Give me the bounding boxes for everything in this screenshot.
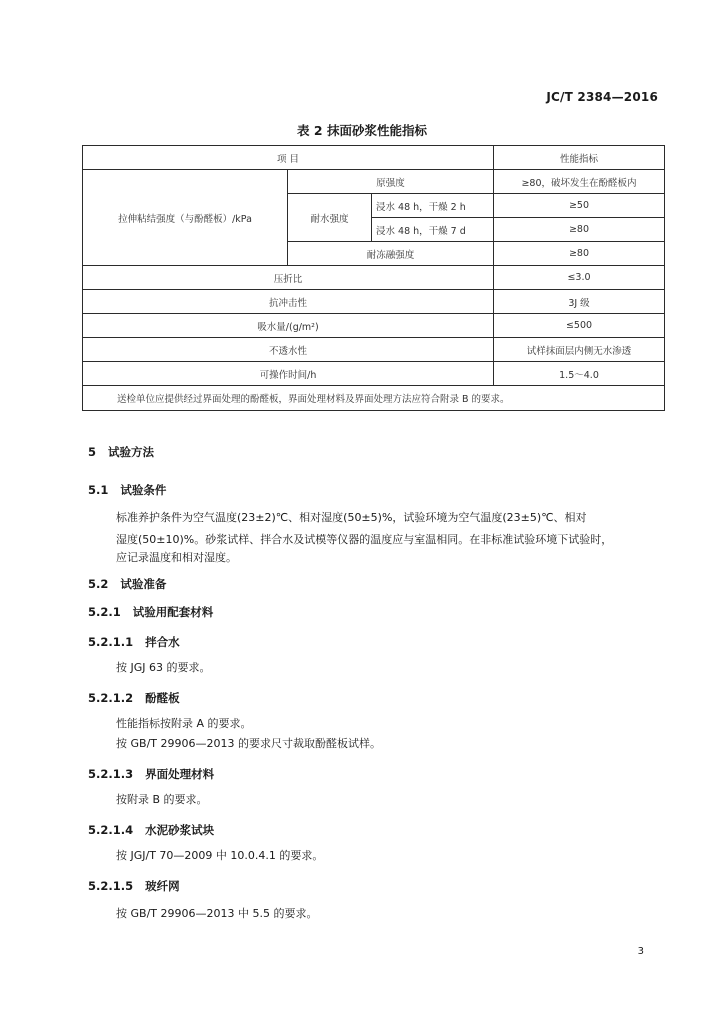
table-row (83, 266, 665, 290)
bond-strength-label: 拉伸粘结强度（与酚醛板）/kPa (83, 170, 288, 266)
section-5-2-1-5-heading (88, 878, 180, 894)
section-number: 5.2.1.4 (88, 823, 134, 837)
row-value: 3J 级 (494, 290, 665, 314)
table-row (83, 362, 665, 386)
row-value: ≤3.0 (494, 266, 665, 290)
section-title: 试验方法 (108, 445, 155, 459)
row-value: ≤500 (494, 314, 665, 338)
section-5-2-1-1-heading (88, 634, 180, 650)
table-note-row (83, 386, 665, 411)
row-item: 吸水量/(g/m²) (83, 314, 494, 338)
row-item: 压折比 (83, 266, 494, 290)
paragraph: 湿度(50±10)%。砂浆试样、拌合水及试模等仪器的温度应与室温相同。在非标准试验环境下试验时， (116, 533, 613, 546)
section-number: 5.2.1.3 (88, 767, 134, 781)
paragraph: 按 GB/T 29906—2013 的要求尺寸裁取酚醛板试样。 (116, 737, 381, 750)
original-strength-label: 原强度 (288, 170, 494, 194)
table-row (83, 338, 665, 362)
row-value: 试样抹面层内侧无水渗透 (494, 338, 665, 362)
paragraph: 按 JGJ 63 的要求。 (116, 661, 211, 674)
page-number: 3 (637, 946, 644, 957)
section-5-2-1-heading (88, 604, 213, 620)
water-resistance-label: 耐水强度 (288, 194, 372, 242)
water-7d-label: 浸水 48 h，干燥 7 d (372, 218, 494, 242)
section-number: 5.2.1.5 (88, 879, 134, 893)
section-number: 5.2.1.1 (88, 635, 134, 649)
section-number: 5 (88, 445, 97, 459)
paragraph: 应记录温度和相对湿度。 (116, 551, 237, 564)
table-row (83, 290, 665, 314)
paragraph: 按 GB/T 29906—2013 中 5.5 的要求。 (116, 907, 318, 920)
header-index: 性能指标 (494, 146, 665, 170)
row-item: 不透水性 (83, 338, 494, 362)
paragraph: 性能指标按附录 A 的要求。 (116, 717, 252, 730)
section-title: 酚醛板 (145, 691, 180, 705)
section-title: 试验用配套材料 (132, 605, 214, 619)
section-5-2-1-4-heading (88, 822, 214, 838)
paragraph: 按 JGJ/T 70—2009 中 10.0.4.1 的要求。 (116, 849, 324, 862)
section-title: 水泥砂浆试块 (145, 823, 215, 837)
section-number: 5.2.1 (88, 605, 121, 619)
header-item: 项 目 (83, 146, 494, 170)
section-title: 试验准备 (120, 577, 167, 591)
row-value: 1.5～4.0 (494, 362, 665, 386)
section-title: 界面处理材料 (145, 767, 215, 781)
section-title: 拌合水 (145, 635, 180, 649)
water-2h-value: ≥50 (494, 194, 665, 218)
section-number: 5.2 (88, 577, 109, 591)
table-note: 送检单位应提供经过界面处理的酚醛板，界面处理材料及界面处理方法应符合附录 B 的要求。 (83, 386, 665, 411)
freeze-thaw-label: 耐冻融强度 (288, 242, 494, 266)
freeze-thaw-value: ≥80 (494, 242, 665, 266)
section-number: 5.1 (88, 483, 109, 497)
section-number: 5.2.1.2 (88, 691, 134, 705)
section-5-2-1-3-heading (88, 766, 214, 782)
water-2h-label: 浸水 48 h，干燥 2 h (372, 194, 494, 218)
table-row (83, 170, 665, 194)
section-5-heading (88, 444, 154, 460)
paragraph: 按附录 B 的要求。 (116, 793, 208, 806)
row-item: 可操作时间/h (83, 362, 494, 386)
original-strength-value: ≥80，破坏发生在酚醛板内 (494, 170, 665, 194)
table-row (83, 314, 665, 338)
section-5-2-heading (88, 576, 166, 592)
table-title: 表 2 抹面砂浆性能指标 (297, 123, 427, 138)
section-5-1-heading (88, 482, 166, 498)
water-7d-value: ≥80 (494, 218, 665, 242)
section-5-2-1-2-heading (88, 690, 180, 706)
paragraph: 标准养护条件为空气温度(23±2)℃、相对湿度(50±5)%，试验环境为空气温度(23±5)℃、相对 (116, 511, 587, 524)
section-title: 试验条件 (120, 483, 167, 497)
table-header-row (83, 146, 665, 170)
row-item: 抗冲击性 (83, 290, 494, 314)
performance-table (82, 145, 665, 411)
standard-code: JC/T 2384—2016 (546, 90, 658, 104)
section-title: 玻纤网 (145, 879, 180, 893)
